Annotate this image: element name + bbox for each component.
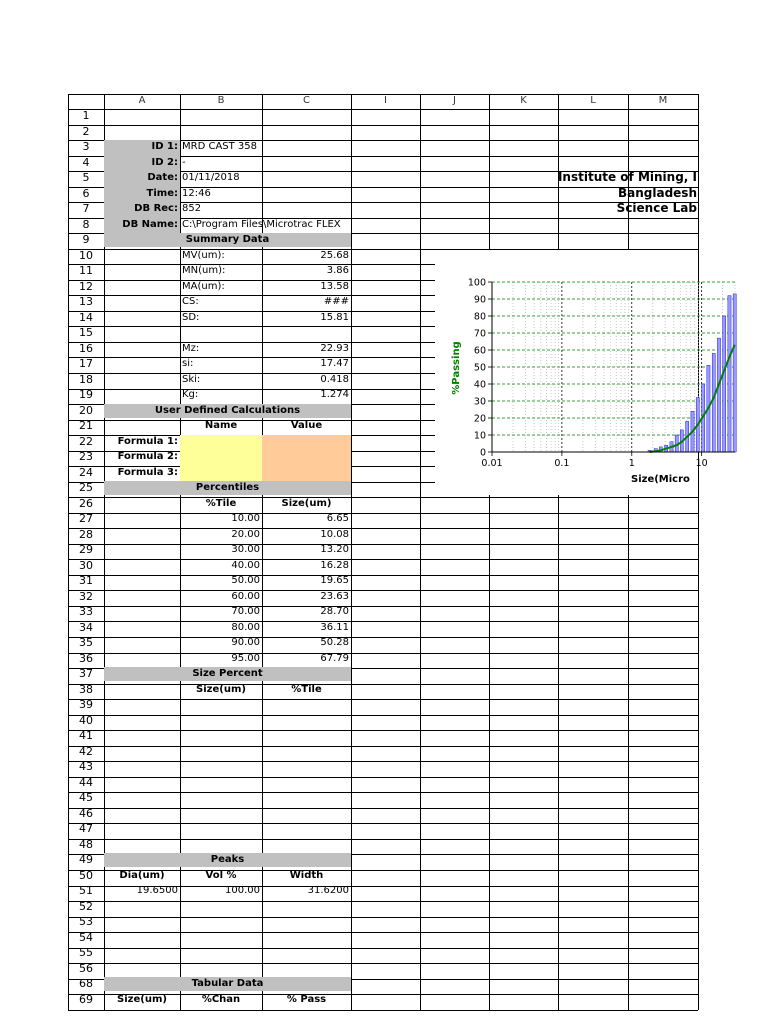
formula2-name[interactable] xyxy=(180,450,262,466)
row-number[interactable]: 54 xyxy=(79,931,93,944)
row-number[interactable]: 17 xyxy=(79,357,93,370)
row-number[interactable]: 6 xyxy=(82,187,90,200)
row-number[interactable]: 47 xyxy=(79,822,93,835)
row-number[interactable]: 14 xyxy=(79,311,93,324)
chart-canvas xyxy=(435,250,708,495)
row-number[interactable]: 41 xyxy=(79,729,93,742)
si-value[interactable]: 17.47 xyxy=(320,358,349,369)
column-header-m[interactable]: M xyxy=(658,95,668,106)
row-number[interactable]: 26 xyxy=(79,497,93,510)
y-tick-label: 50 xyxy=(473,362,486,374)
peaks-vol-header: Vol % xyxy=(205,870,237,881)
summary-data-header: Summary Data xyxy=(104,233,351,247)
y-tick-label: 60 xyxy=(473,345,486,357)
date-label: Date: xyxy=(147,172,178,183)
column-header-b[interactable]: B xyxy=(217,95,225,106)
tabular-size-header: Size(um) xyxy=(117,994,167,1005)
row-number[interactable]: 55 xyxy=(79,946,93,959)
x-axis-label: Size(Micro xyxy=(631,474,690,485)
distribution-bar xyxy=(728,296,731,452)
percentile-size[interactable]: 50.28 xyxy=(320,637,349,648)
row-number[interactable]: 31 xyxy=(79,574,93,587)
row-number[interactable]: 33 xyxy=(79,605,93,618)
row-number[interactable]: 30 xyxy=(79,559,93,572)
id1-value[interactable]: MRD CAST 358 xyxy=(182,141,257,152)
row-number[interactable]: 2 xyxy=(82,125,90,138)
row-number[interactable]: 12 xyxy=(79,280,93,293)
row-number[interactable]: 39 xyxy=(79,698,93,711)
row-number[interactable]: 1 xyxy=(82,109,90,122)
mv-label: MV(um): xyxy=(182,250,225,261)
row-number[interactable]: 37 xyxy=(79,667,93,680)
distribution-bar xyxy=(733,294,736,452)
y-tick-label: 10 xyxy=(473,430,486,442)
mv-value[interactable]: 25.68 xyxy=(320,250,349,261)
mn-label: MN(um): xyxy=(182,265,226,276)
row-number[interactable]: 24 xyxy=(79,466,93,479)
distribution-bar xyxy=(712,353,715,452)
percentile-tile-header: %Tile xyxy=(205,498,237,509)
row-number[interactable]: 46 xyxy=(79,807,93,820)
row-number[interactable]: 23 xyxy=(79,450,93,463)
row-number[interactable]: 43 xyxy=(79,760,93,773)
mn-value[interactable]: 3.86 xyxy=(326,265,349,276)
row-number[interactable]: 21 xyxy=(79,419,93,432)
time-value[interactable]: 12:46 xyxy=(182,188,211,199)
y-tick-label: 80 xyxy=(473,311,486,323)
ski-value[interactable]: 0.418 xyxy=(320,374,349,385)
row-number[interactable]: 29 xyxy=(79,543,93,556)
mz-label: Mz: xyxy=(182,343,200,354)
dbname-label: DB Name: xyxy=(122,219,178,230)
sd-value[interactable]: 15.81 xyxy=(320,312,349,323)
size-percent-header: Size Percent xyxy=(104,667,351,681)
row-number[interactable]: 56 xyxy=(79,962,93,975)
id2-value[interactable]: - xyxy=(182,157,186,168)
size-percent-size-header: Size(um) xyxy=(196,684,246,695)
size-percent-tile-header: %Tile xyxy=(291,684,322,695)
percentile-size[interactable]: 23.63 xyxy=(320,591,349,602)
percentile-size[interactable]: 10.08 xyxy=(320,529,349,540)
y-tick-label: 40 xyxy=(473,379,486,391)
peak-vol-value[interactable]: 100.00 xyxy=(225,885,260,896)
row-number[interactable]: 34 xyxy=(79,621,93,634)
institute-title-line2: Bangladesh xyxy=(617,186,697,200)
percentile-size[interactable]: 19.65 xyxy=(320,575,349,586)
tabular-chan-header: %Chan xyxy=(201,994,241,1005)
y-tick-label: 20 xyxy=(473,413,486,425)
formula1-name[interactable] xyxy=(180,435,262,450)
column-header-i[interactable]: I xyxy=(384,95,387,106)
percentile-tile[interactable]: 95.00 xyxy=(231,653,260,664)
x-tick-label: 10 xyxy=(695,458,708,469)
row-number[interactable]: 4 xyxy=(82,156,90,169)
percentile-size[interactable]: 13.20 xyxy=(320,544,349,555)
id2-label: ID 2: xyxy=(151,157,178,168)
formula3-name[interactable] xyxy=(180,466,262,481)
formula1-value[interactable] xyxy=(262,435,351,450)
tabular-pass-header: % Pass xyxy=(286,994,327,1005)
dbrec-label: DB Rec: xyxy=(134,203,178,214)
row-number[interactable]: 51 xyxy=(79,884,93,897)
y-tick-label: 90 xyxy=(473,294,486,306)
percentile-tile[interactable]: 60.00 xyxy=(231,591,260,602)
row-number[interactable]: 48 xyxy=(79,838,93,851)
cs-value[interactable]: ### xyxy=(323,296,349,307)
row-number[interactable]: 42 xyxy=(79,745,93,758)
formula2-value[interactable] xyxy=(262,450,351,466)
percentile-tile[interactable]: 50.00 xyxy=(231,575,260,586)
row-number[interactable]: 3 xyxy=(82,140,90,153)
formula1-label: Formula 1: xyxy=(117,436,178,447)
sd-label: SD: xyxy=(182,312,200,323)
row-number[interactable]: 35 xyxy=(79,636,93,649)
row-number[interactable]: 68 xyxy=(79,977,93,990)
ski-label: Ski: xyxy=(182,374,201,385)
peak-dia-value[interactable]: 19.6500 xyxy=(136,885,178,896)
row-number[interactable]: 40 xyxy=(79,714,93,727)
institute-title-line3: Science Lab xyxy=(616,201,697,215)
row-number[interactable]: 27 xyxy=(79,512,93,525)
peaks-width-header: Width xyxy=(289,870,324,881)
percentile-size[interactable]: 16.28 xyxy=(320,560,349,571)
row-number[interactable]: 20 xyxy=(79,404,93,417)
row-number[interactable]: 38 xyxy=(79,683,93,696)
column-header-j[interactable]: J xyxy=(453,95,456,106)
y-tick-label: 0 xyxy=(479,447,486,459)
column-header-c[interactable]: C xyxy=(303,95,310,106)
row-number[interactable]: 11 xyxy=(79,264,93,277)
date-value[interactable]: 01/11/2018 xyxy=(182,172,240,183)
percentile-size[interactable]: 36.11 xyxy=(320,622,349,633)
row-number[interactable]: 9 xyxy=(82,233,90,246)
calc-value-header: Value xyxy=(290,420,323,431)
percentile-size[interactable]: 6.65 xyxy=(326,513,349,524)
column-header-k[interactable]: K xyxy=(520,95,527,106)
row-number[interactable]: 18 xyxy=(79,373,93,386)
row-number[interactable]: 52 xyxy=(79,900,93,913)
formula3-value[interactable] xyxy=(262,466,351,481)
percentile-tile[interactable]: 10.00 xyxy=(231,513,260,524)
row-number[interactable]: 45 xyxy=(79,791,93,804)
percentile-tile[interactable]: 90.00 xyxy=(231,637,260,648)
formula2-label: Formula 2: xyxy=(117,451,178,462)
peak-width-value[interactable]: 31.6200 xyxy=(307,885,349,896)
percentile-size-header: Size(um) xyxy=(281,498,332,509)
x-tick-label: 0.1 xyxy=(554,458,570,469)
percentile-tile[interactable]: 20.00 xyxy=(231,529,260,540)
percentile-tile[interactable]: 80.00 xyxy=(231,622,260,633)
peaks-dia-header: Dia(um) xyxy=(119,870,165,881)
row-number[interactable]: 32 xyxy=(79,590,93,603)
id1-label: ID 1: xyxy=(151,141,178,152)
y-tick-label: 70 xyxy=(473,328,486,340)
percentile-tile[interactable]: 30.00 xyxy=(231,544,260,555)
row-number[interactable]: 69 xyxy=(79,993,93,1006)
x-tick-label: 1 xyxy=(628,458,635,469)
y-tick-label: 100 xyxy=(467,277,486,289)
row-number[interactable]: 13 xyxy=(79,295,93,308)
row-number[interactable]: 22 xyxy=(79,435,93,448)
row-number[interactable]: 53 xyxy=(79,915,93,928)
x-tick-label: 0.01 xyxy=(481,458,503,469)
calc-name-header: Name xyxy=(204,420,238,431)
user-calc-header: User Defined Calculations xyxy=(104,404,351,418)
y-axis-label: %Passing xyxy=(451,341,462,395)
row-number[interactable]: 7 xyxy=(82,202,90,215)
cs-label: CS: xyxy=(182,296,199,307)
kg-label: Kg: xyxy=(182,389,199,400)
percentile-size[interactable]: 67.79 xyxy=(320,653,349,664)
row-number[interactable]: 50 xyxy=(79,869,93,882)
row-number[interactable]: 8 xyxy=(82,218,90,231)
distribution-bar xyxy=(723,316,726,452)
column-header-l[interactable]: L xyxy=(590,95,596,106)
row-number[interactable]: 19 xyxy=(79,388,93,401)
time-label: Time: xyxy=(146,188,178,199)
row-number[interactable]: 16 xyxy=(79,342,93,355)
row-number[interactable]: 10 xyxy=(79,249,93,262)
ma-label: MA(um): xyxy=(182,281,225,292)
percentile-size[interactable]: 28.70 xyxy=(320,606,349,617)
dbrec-value[interactable]: 852 xyxy=(182,203,202,214)
percentiles-header: Percentiles xyxy=(104,481,351,495)
row-number[interactable]: 5 xyxy=(82,171,90,184)
y-tick-label: 30 xyxy=(473,396,486,408)
row-number[interactable]: 49 xyxy=(79,853,93,866)
formula3-label: Formula 3: xyxy=(117,467,178,478)
ma-value[interactable]: 13.58 xyxy=(320,281,349,292)
tabular-data-header: Tabular Data xyxy=(104,977,351,991)
row-number[interactable]: 15 xyxy=(79,326,93,339)
row-number[interactable]: 28 xyxy=(79,528,93,541)
dbname-value[interactable]: C:\Program Files\Microtrac FLEX xyxy=(182,219,341,230)
si-label: si: xyxy=(182,358,194,369)
particle-size-chart[interactable] xyxy=(435,250,708,495)
percentile-tile[interactable]: 40.00 xyxy=(231,560,260,571)
kg-value[interactable]: 1.274 xyxy=(320,389,349,400)
percentile-tile[interactable]: 70.00 xyxy=(231,606,260,617)
row-number[interactable]: 25 xyxy=(79,481,93,494)
peaks-header: Peaks xyxy=(104,853,351,867)
row-number[interactable]: 36 xyxy=(79,652,93,665)
mz-value[interactable]: 22.93 xyxy=(320,343,349,354)
row-number[interactable]: 44 xyxy=(79,776,93,789)
distribution-bar xyxy=(717,338,720,452)
column-header-a[interactable]: A xyxy=(138,95,146,106)
institute-title-line1: Institute of Mining, I xyxy=(557,170,697,184)
